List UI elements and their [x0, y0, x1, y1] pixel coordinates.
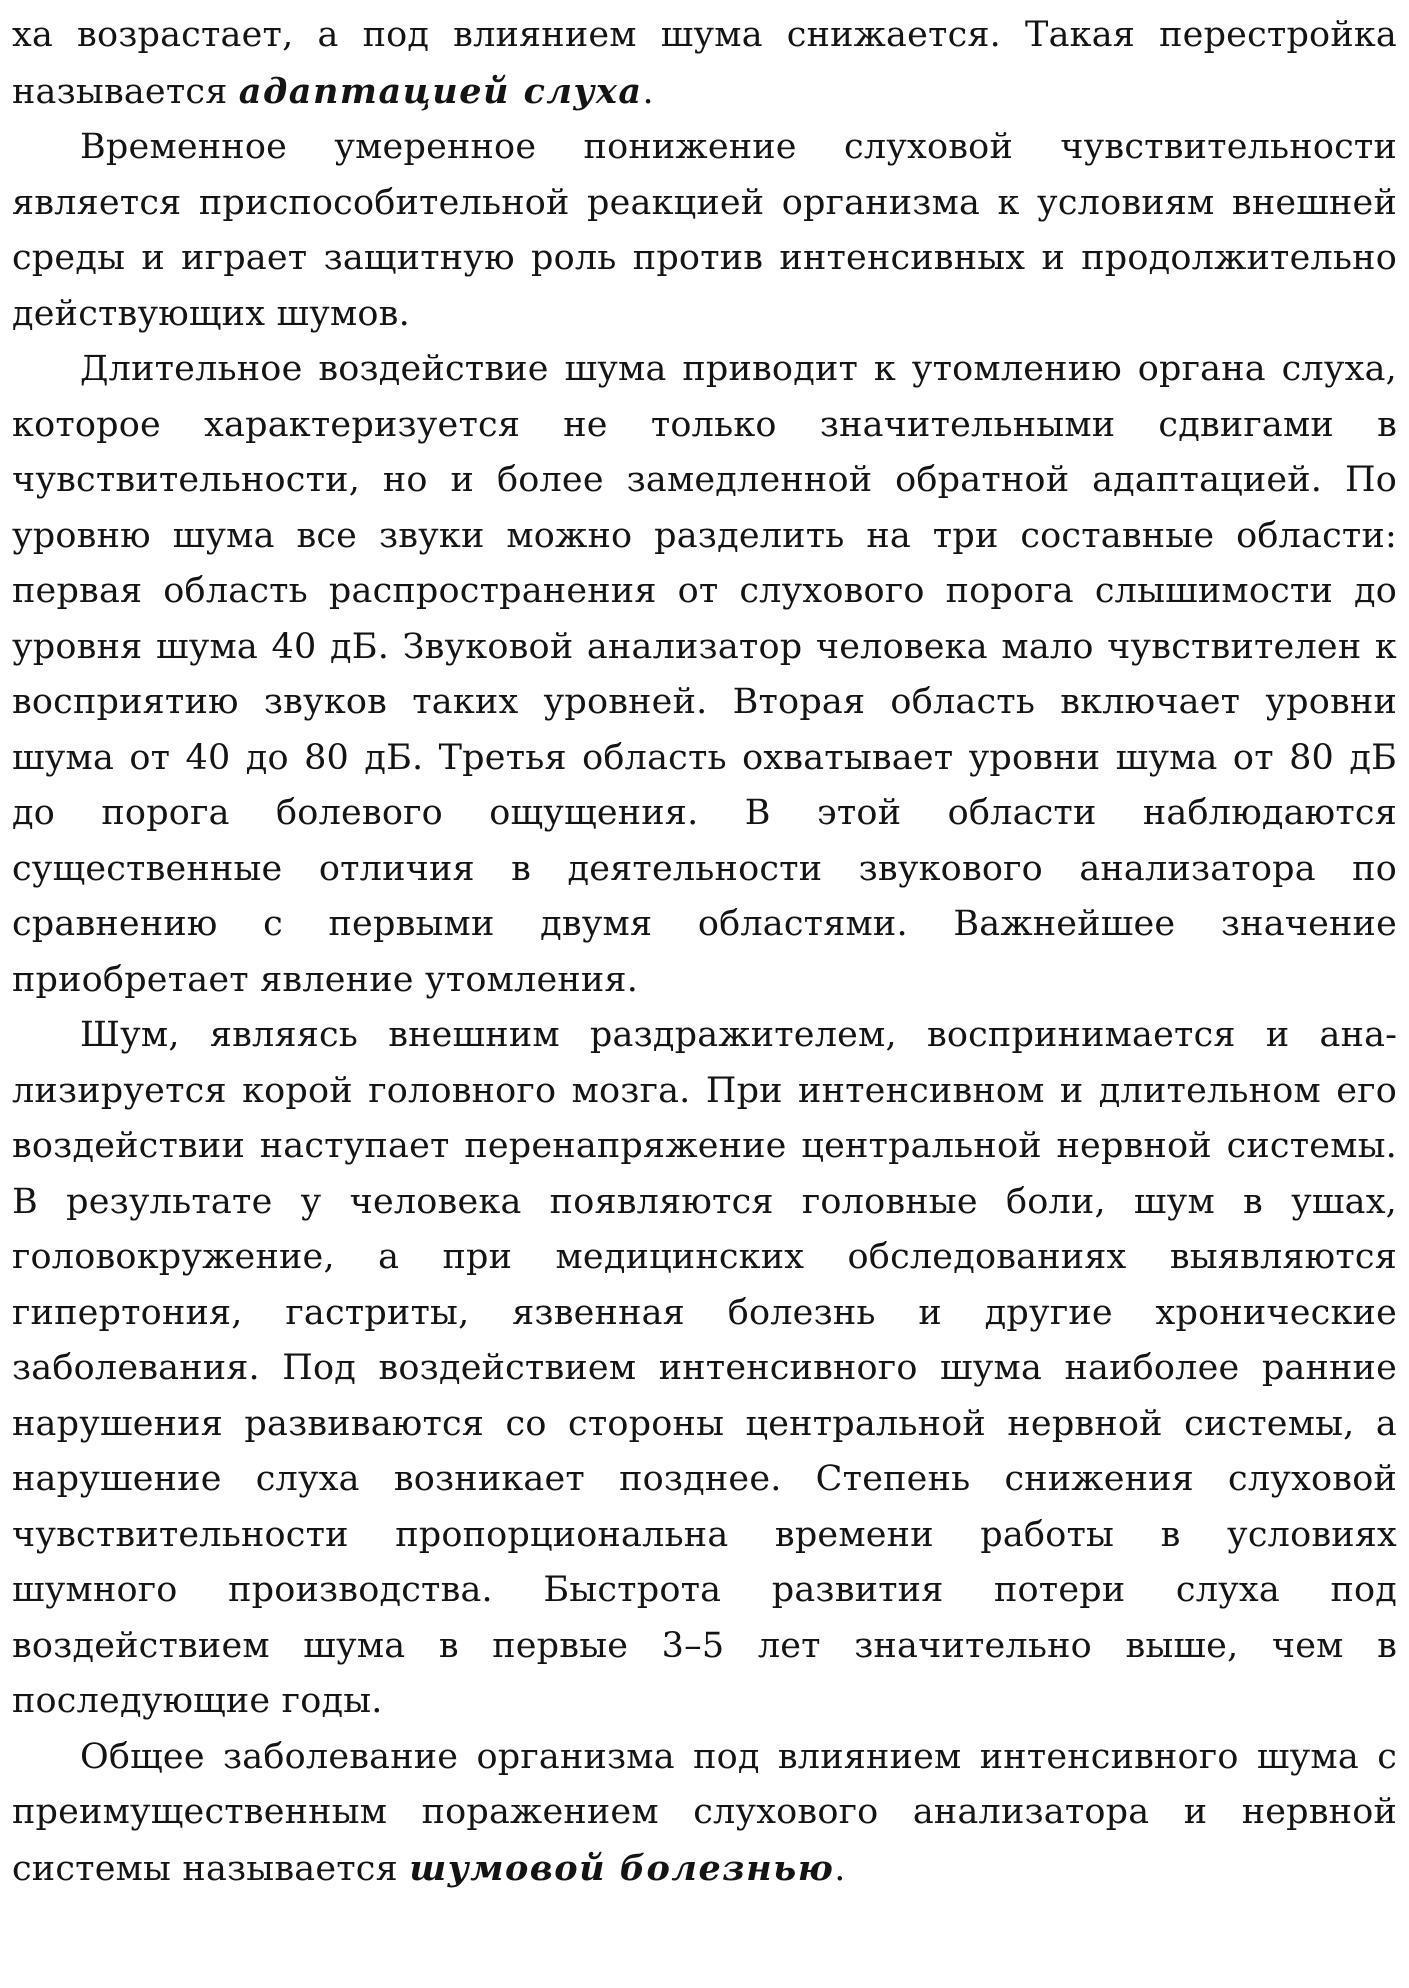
page-text-column [12, 8, 1397, 1897]
paragraph-4: Шум, являясь внешним раздражителем, воспринимается и анализируется корой головного мозга. При интенсивном и длительном его воздействии наступает перенапряжение центральной нервной системы. В результате у человека появляются головные боли, шум в ушах, головокружение, а при медицинских обследованиях выявляются гипертония, гастриты, язвенная болезнь и другие хронические заболевания. Под воздействием интенсивного шума наиболее ранние нарушения развиваются со стороны центральной нервной системы, а нарушение слуха возникает позднее. Степень снижения слуховой чувствительности пропорциональна времени работы в условиях шумного производства. Быстрота развития потери слуха под воздействием шума в первые 3–5 лет значительно выше, чем в последующие годы. [12, 1015, 1397, 1721]
paragraph-1-text: ха возрастает, а под влиянием шума снижается. Такая перестройка называется [12, 15, 1397, 112]
term-hearing-adaptation: адаптацией слуха [238, 70, 643, 112]
paragraph-1-end: . [642, 71, 654, 112]
paragraph-2: Временное умеренное понижение слуховой чувствительности является приспособительной реакцией организма к условиям внешней среды и играет защитную роль против интенсивных и продолжительно действующих шумов. [12, 127, 1397, 334]
paragraph-5-end: . [834, 1848, 846, 1889]
paragraph-1 [12, 8, 1397, 120]
paragraph-3: Длительное воздействие шума приводит к утомлению органа слуха, которое характеризуется не только значительными сдвигами в чувствительности, но и более замедленной обратной адаптацией. По уровню шума все звуки можно разделить на три составные области: первая область распространения от слухового порога слышимости до уровня шума 40 дБ. Звуковой анализатор человека мало чувствителен к восприятию звуков таких уровней. Вторая область включает уровни шума от 40 до 80 дБ. Третья область охватывает уровни шума от 80 дБ до порога болевого ощущения. В этой области наблюдаются существенные отличия в деятельности звукового анализатора по сравнению с первыми двумя областями. Важнейшее значение приобретает явление утомления. [12, 349, 1397, 1000]
paragraph-5-text: Общее заболевание организма под влиянием интенсивного шума с преимущественным поражением слухового анализатора и нервной системы называется [12, 1736, 1397, 1889]
paragraph-5 [12, 1730, 1397, 1898]
term-noise-disease: шумовой болезнью [409, 1847, 835, 1889]
